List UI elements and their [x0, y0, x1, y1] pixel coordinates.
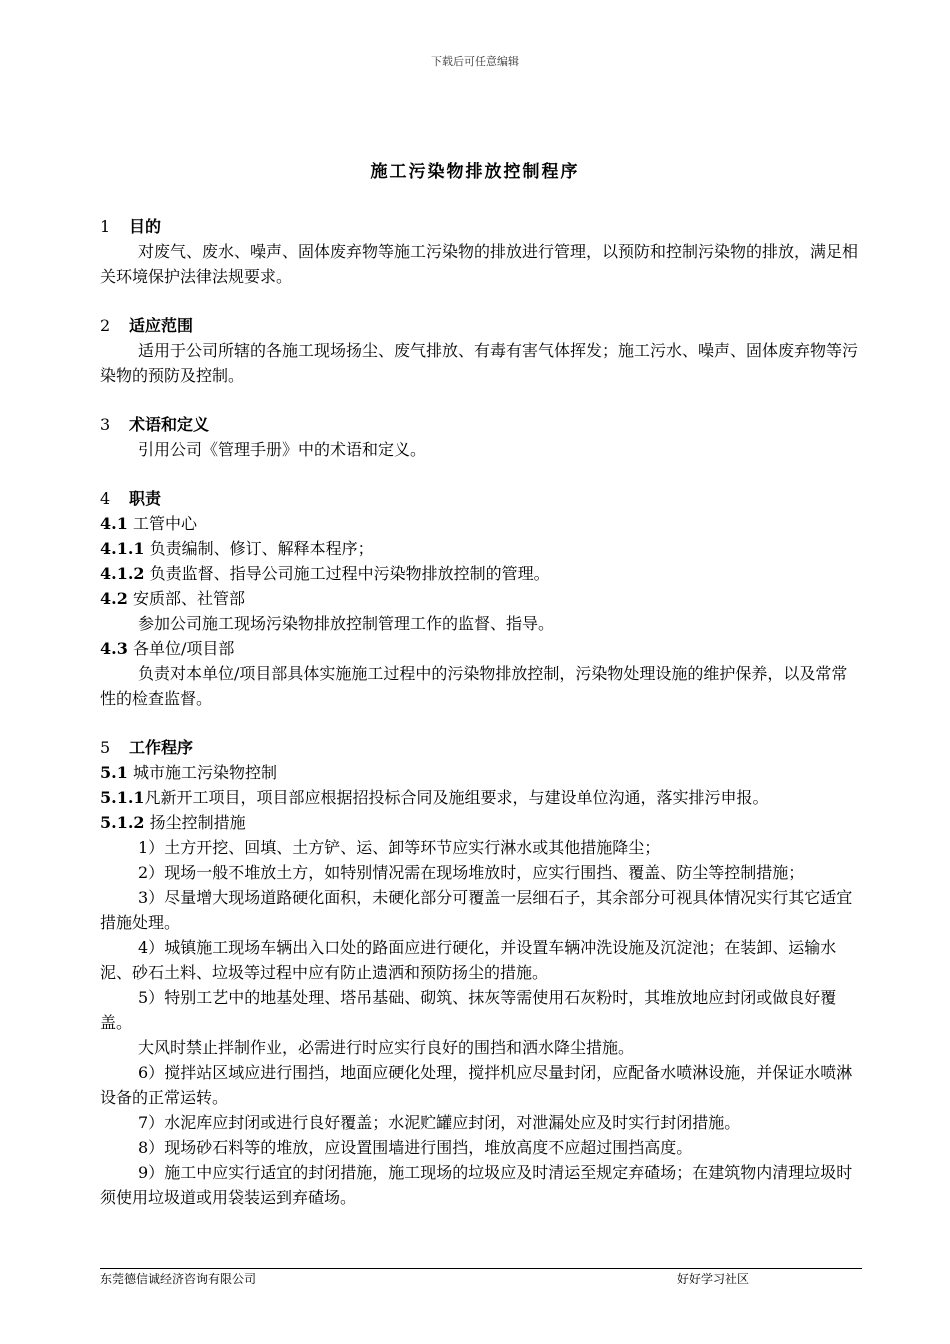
subsection-5-1-2: 5.1.2 扬尘控制措施	[100, 813, 246, 832]
subsection-5-1: 5.1 城市施工污染物控制	[100, 763, 277, 782]
subsection-4-2: 4.2 安质部、社管部	[100, 589, 245, 608]
list-item: 6）搅拌站区域应进行围挡，地面应硬化处理，搅拌机应尽量封闭，应配备水喷淋设施，并保证水喷淋设备的正常运转。	[100, 1063, 853, 1107]
section-heading-1: 1 目的	[100, 217, 162, 236]
document-body	[100, 214, 862, 1210]
paragraph: 对废气、废水、噪声、固体废弃物等施工污染物的排放进行管理，以预防和控制污染物的排放，满足相关环境保护法律法规要求。	[100, 242, 859, 286]
paragraph: 参加公司施工现场污染物排放控制管理工作的监督、指导。	[138, 614, 555, 633]
list-item: 8）现场砂石料等的堆放，应设置围墙进行围挡，堆放高度不应超过围挡高度。	[138, 1138, 693, 1157]
subsection-5-1-1: 5.1.1凡新开工项目，项目部应根据招投标合同及施组要求，与建设单位沟通，落实排污申报。	[100, 788, 769, 807]
list-item: 3）尽量增大现场道路硬化面积，未硬化部分可覆盖一层细石子，其余部分可视具体情况实行其它适宜措施处理。	[100, 888, 853, 932]
list-item: 5）特别工艺中的地基处理、塔吊基础、砌筑、抹灰等需使用石灰粉时，其堆放地应封闭或做良好覆盖。	[100, 988, 837, 1032]
list-item: 2）现场一般不堆放土方，如特别情况需在现场堆放时，应实行围挡、覆盖、防尘等控制措施；	[138, 863, 805, 882]
section-heading-4: 4 职责	[100, 489, 162, 508]
subsection-4-3: 4.3 各单位/项目部	[100, 639, 235, 658]
subsection-4-1-2: 4.1.2 负责监督、指导公司施工过程中污染物排放控制的管理。	[100, 564, 550, 583]
footer-company: 东莞德信诚经济咨询有限公司	[100, 1272, 257, 1286]
footer-divider	[100, 1268, 862, 1269]
paragraph: 引用公司《管理手册》中的术语和定义。	[138, 440, 427, 459]
subsection-4-1-1: 4.1.1 负责编制、修订、解释本程序；	[100, 539, 374, 558]
list-item: 1）土方开挖、回填、土方铲、运、卸等环节应实行淋水或其他措施降尘；	[138, 838, 661, 857]
paragraph: 负责对本单位/项目部具体实施施工过程中的污染物排放控制，污染物处理设施的维护保养，以及常常性的检查监督。	[100, 664, 848, 708]
section-heading-5: 5 工作程序	[100, 738, 194, 757]
section-heading-3: 3 术语和定义	[100, 415, 210, 434]
subsection-4-1: 4.1 工管中心	[100, 514, 197, 533]
list-item: 7）水泥库应封闭或进行良好覆盖；水泥贮罐应封闭，对泄漏处应及时实行封闭措施。	[138, 1113, 741, 1132]
footer-community: 好好学习社区	[677, 1272, 750, 1286]
list-item: 4）城镇施工现场车辆出入口处的路面应进行硬化，并设置车辆冲洗设施及沉淀池；在装卸、运输水泥、砂石土料、垃圾等过程中应有防止遗洒和预防扬尘的措施。	[100, 938, 837, 982]
section-heading-2: 2 适应范围	[100, 316, 194, 335]
paragraph: 适用于公司所辖的各施工现场扬尘、废气排放、有毒有害气体挥发；施工污水、噪声、固体废弃物等污染物的预防及控制。	[100, 341, 859, 385]
list-item: 9）施工中应实行适宜的封闭措施，施工现场的垃圾应及时清运至规定弃碴场；在建筑物内清理垃圾时须使用垃圾道或用袋装运到弃碴场。	[100, 1163, 853, 1207]
page-header-note: 下载后可任意编辑	[431, 55, 519, 68]
paragraph: 大风时禁止拌制作业，必需进行时应实行良好的围挡和洒水降尘措施。	[138, 1038, 635, 1057]
document-title: 施工污染物排放控制程序	[370, 162, 580, 182]
